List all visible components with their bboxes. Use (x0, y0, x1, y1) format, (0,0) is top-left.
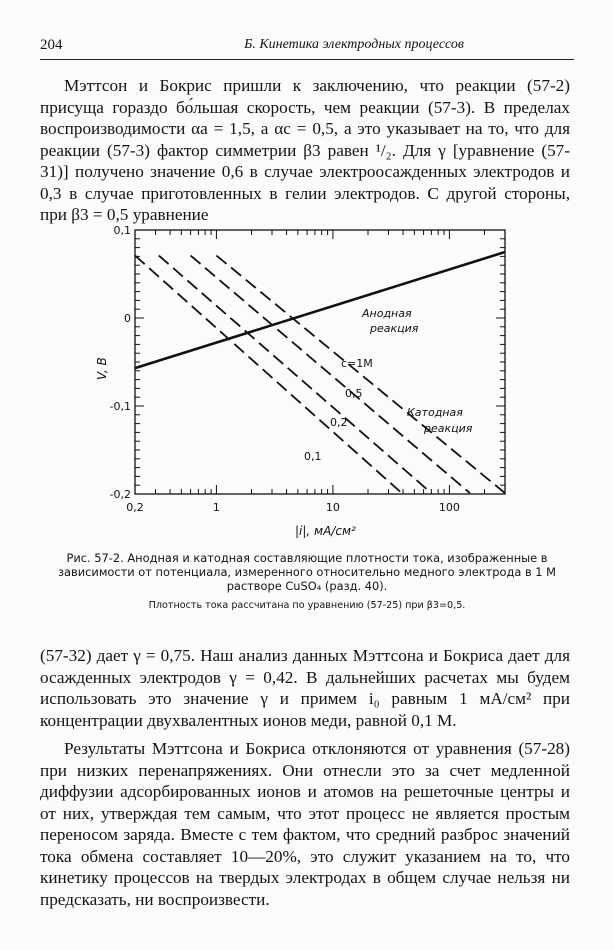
cathodic-label-2: реакция (424, 422, 473, 435)
x-axis-label: |i|, мА/см² (295, 524, 356, 538)
page-number: 204 (40, 37, 63, 53)
page-header (40, 35, 574, 60)
y-tick-label: -0,1 (109, 400, 131, 413)
annotation-c05: 0,5 (345, 387, 363, 400)
anodic-label-2: реакция (370, 322, 419, 335)
x-tick-label: 10 (325, 501, 340, 514)
annotation-c02: 0,2 (330, 416, 348, 429)
figure-note: Плотность тока рассчитана по уравнению (57-25) при β3=0,5. (148, 600, 466, 611)
paragraph-3: Результаты Мэттсона и Бокриса отклоняются от уравнения (57-28) при низких перенапряжениях. Они отнесли это за счет медленной диффузии адсорбированных ионов и атомов на решеточные центры и от них, утверждая тем самым, что этот процесс не является простым переносом заряда. Вместе с тем фактом, что средний разброс значений тока обмена составляет 10—20%, это служит указанием на то, что кинетику процессов на твердых электродах в общем случае нельзя ни предсказать, ни воспроизвести. (40, 739, 570, 909)
annotation-c1: c=1M (341, 357, 373, 370)
series-line-0,1 (135, 256, 402, 494)
paragraph-1: Мэттсон и Бокрис пришли к заключению, что реакции (57-2) присуща гораздо бо́льшая скорость, чем реакции (57-3). В пределах воспроизводимости αa = 1,5, а αc = 0,5, а это указывает на то, что для реакции (57-3) фактор симметрии β3 равен ¹/₂. Для γ [уравнение (57-31)] получено значение 0,6 в случае электроосажденных электродов и 0,3 в случае приготовленных в гелии электродов. С другой стороны, при β3 = 0,5 уравнение (40, 76, 570, 224)
x-tick-label: 100 (438, 501, 460, 514)
y-tick-label: -0,2 (109, 488, 131, 501)
cathodic-label-1: Катодная (407, 406, 463, 419)
running-title: Б. Кинетика электродных процессов (244, 37, 464, 52)
series-line-0,2 (159, 256, 432, 494)
y-axis-label: V, B (95, 357, 109, 380)
y-tick-label: 0 (124, 312, 131, 325)
y-tick-label: 0,1 (113, 224, 131, 237)
series-line-c=1M (216, 256, 505, 494)
series-line-0,5 (191, 256, 470, 494)
paragraph-2: (57-32) дает γ = 0,75. Наш анализ данных Мэттсона и Бокриса дает для осажденных электродов γ = 0,42. В дальнейших расчетах мы будем использовать это значение γ и примем i₀ равным 1 мА/см² при концентрации двухвалентных ионов меди, равной 0,1 М. (40, 646, 570, 730)
annotation-c01: 0,1 (304, 450, 322, 463)
x-tick-label: 0,2 (126, 501, 144, 514)
series-line-Анодная реакция (135, 252, 505, 368)
figure-57-2-chart (40, 218, 574, 548)
anodic-label-1: Анодная (362, 307, 412, 320)
x-tick-label: 1 (212, 501, 220, 514)
figure-caption: Рис. 57-2. Анодная и катодная составляющие плотности тока, изображенные в зависимости от потенциала, измеренного относительно медного электрода в 1 М растворе CuSO₄ (разд. 40). (58, 551, 556, 593)
